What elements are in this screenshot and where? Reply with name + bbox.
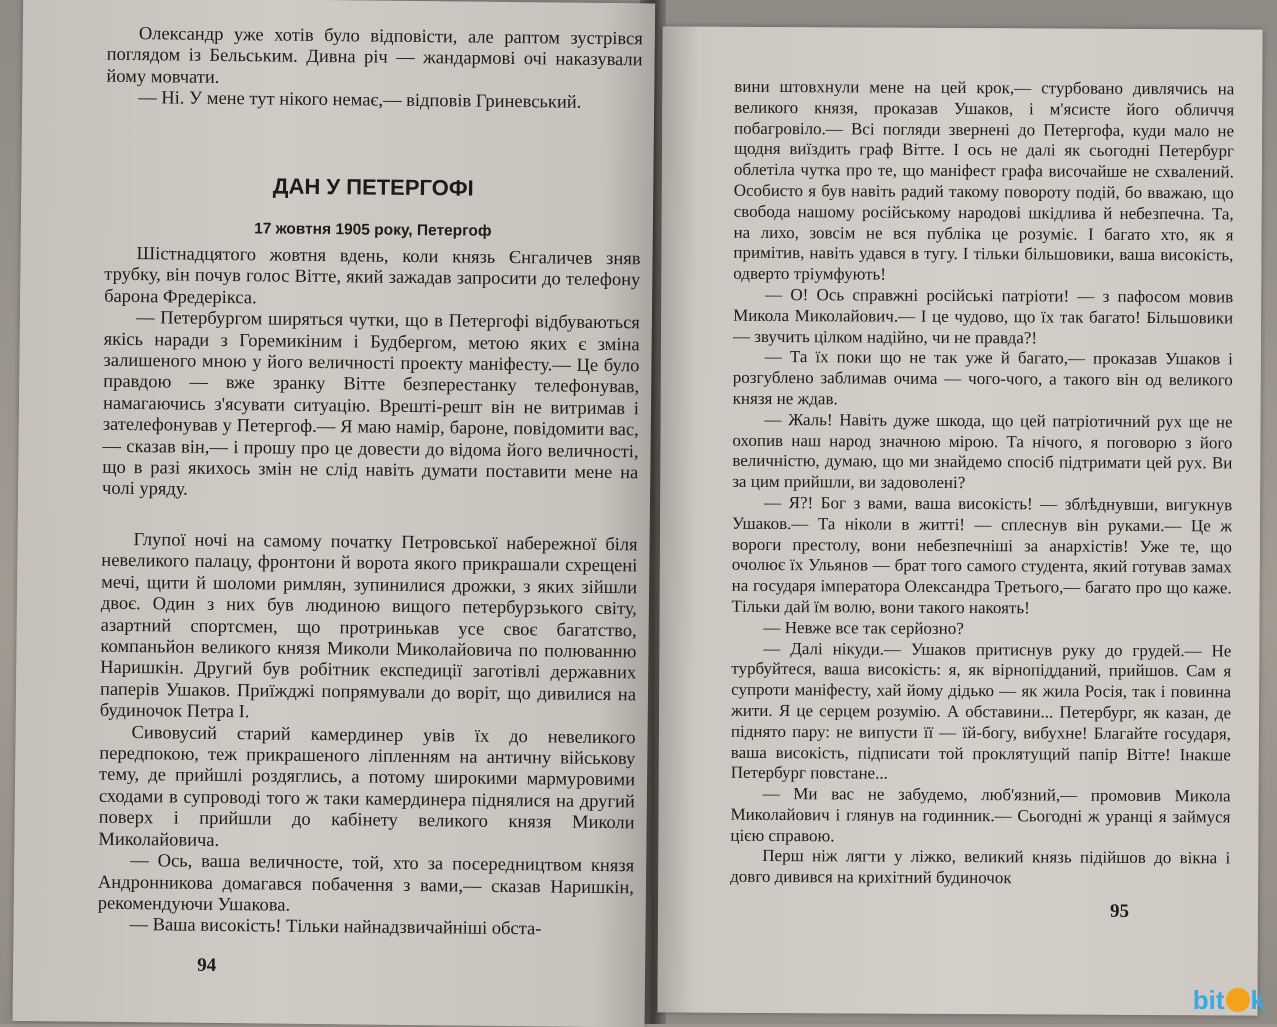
chapter-date: 17 жовтня 1905 року, Петергоф bbox=[254, 220, 492, 241]
paragraph: — О! Ось справжні російські патріоти! — з пафосом мовив Микола Миколайович.— І це чудово, що їх так багато! Більшовики — звучить цілком надійно, чи не правда?! bbox=[732, 284, 1234, 347]
paragraph: — Невже все так серйозно? bbox=[763, 617, 964, 638]
paragraph: Шістнадцятого жовтня вдень, коли князь Єнгаличев зняв трубку, він почув голос Вітте, який зажадав запросити до телефону барона Фредерікса. bbox=[104, 244, 641, 309]
paragraph: Олександр уже хотів було відповісти, але раптом зустрівся поглядом із Бельським. Дивна річ — жандармові очі наказували йому мовчати. bbox=[106, 24, 643, 88]
chapter-header bbox=[105, 174, 642, 244]
watermark-text: bit bbox=[1192, 985, 1225, 1015]
paragraph: — Жаль! Навіть дуже шкода, що цей патріотичний рух ще не охопив наш народ значною мірою. Та нічого, я поговорю з його величністю, думаю, що ми знайдемо спосіб підтримати цей рух. Ви за цим прийшли, ви задоволені? bbox=[732, 409, 1233, 493]
paragraph: — Я?! Бог з вами, ваша високість! — зблѣднувши, вигукнув Ушаков.— Та ніколи в житті! — сплеснув він руками.— Це ж вороги престолу, вони небезпечніші за анархістів! Уже те, що очолює їх Ульянов — брат того самого студента, який готував замах на государя імператора Олександра Третього,— багато про що каже. Тільки дай їм волю, вони такого накоять! bbox=[731, 492, 1233, 618]
paragraph: Глупої ночі на самому початку Петровської набережної біля невеликого палацу, фронтони й ворота якого прикрашали схрещені мечі, щити й шоломи римлян, зупинилися дрожки, з яких зійшли двоє. Один з них був людиною вищого петербурзького світу, азартний спортсмен, що протринькав усе своє багатство, компаньйон великого князя Миколи Миколайовича по полюванню Наришкін. Другий був робітник експедиції заготівлі державних паперів Ушаков. Приїжджі попрямували до воріт, що дивилися на будиночок Петра І. bbox=[99, 530, 638, 723]
chapter-title: ДАН У ПЕТЕРГОФІ bbox=[272, 173, 474, 201]
right-page bbox=[657, 26, 1262, 1015]
paragraph: — Петербургом ширяться чутки, що в Петергофі відбуваються якісь наради з Горемикіним і Будбергом, метою яких є зміна залишеного мною у його величності проекту маніфесту.— Це було правдою — вже зранку Вітте безперестанку телефонував, намагаючись з'ясувати ситуацію. Врешті-решт він не витримав і зателефонував у Петергоф.— Я маю намір, бароне, повідомити вас,— сказав він,— і прошу про це довести до відома його величності, що в разі якихось змін не слід навіть думати поставити мене на чолі уряду. bbox=[101, 308, 640, 501]
watermark-text: k bbox=[1250, 985, 1265, 1015]
section-one bbox=[102, 244, 641, 506]
opening-text bbox=[106, 24, 643, 115]
paragraph: Перш ніж лягти у ліжко, великий князь підійшов до вікна і довго дивився на крихітний будиночок bbox=[730, 846, 1231, 888]
site-watermark-logo bbox=[1193, 985, 1265, 1016]
paragraph: вини штовхнули мене на цей крок,— стурбовано дивлячись на великого князя, проказав Ушаков, і м'ясисте його обличчя побагровіло.— Всі погляди звернені до Петергофа, куди мало не щодня виїздить граф Вітте. І ось не далі як сьогодні Петербург облетіла чутка про те, що маніфест графа височайше не схвалений. Особисто я був навіть радий такому повороту подій, бо вважаю, що свобода нашому російському народові шкідлива й небезпечна. Та, на лихо, зовсім не вся публіка це розуміє. І багато хто, як я примітив, навіть удався в тугу. І тільки більшовики, ваша високість, одверто тріумфують! bbox=[733, 76, 1235, 284]
right-page-text bbox=[730, 77, 1234, 891]
watermark-o-icon bbox=[1226, 988, 1250, 1012]
page-number-left: 94 bbox=[197, 954, 217, 976]
paragraph: — Та їх поки що не так уже й багато,— проказав Ушаков і розгублено заблимав очима — чого-чого, а такого він од великого князя не ждав. bbox=[732, 347, 1233, 409]
left-page bbox=[13, 0, 656, 1027]
paragraph: — Ваша високість! Тільки найнадзвичайніші обста- bbox=[129, 915, 542, 940]
paragraph: — Ось, ваша величносте, той, хто за посередництвом князя Андронникова домагався побачення з вами,— сказав Наришкін, рекомендуючи Ушакова. bbox=[97, 851, 635, 916]
page-number-right: 95 bbox=[1109, 900, 1130, 922]
paragraph: — Ми вас не забудемо, люб'язний,— промовив Микола Миколайович і глянув на годинник.— Сьогодні ж уранці я займуся цією справою. bbox=[730, 784, 1231, 846]
paragraph: — Далі нікуди.— Ушаков притиснув руку до грудей.— Не турбуйтеся, ваша високість: я, як вірнопідданий, прийшов. Сам я супроти маніфесту, хай йому дідько — як жила Росія, так і повинна жити. Я це серцем розумію. А обставини... Петербург, як казан, де піднято пару: не випусти її — їй-богу, вибухне! Благайте государя, ваша високість, підписати той проклятущий папір Вітте! Інакше Петербург повстане... bbox=[730, 638, 1232, 783]
section-two bbox=[97, 530, 637, 942]
paragraph: — Ні. У мене тут нікого немає,— відповів Гриневський. bbox=[138, 88, 582, 113]
paragraph: Сивовусий старий камердинер увів їх до невеликого передпокою, теж прикрашеного ліпленням на античну військову тему, де прийшлі роздяглись, а потому широкими мармуровими сходами в супроводі того ж таки камердинера піднялися на другий поверх і прийшли до кабінету великого князя Миколи Миколайовича. bbox=[98, 722, 636, 851]
